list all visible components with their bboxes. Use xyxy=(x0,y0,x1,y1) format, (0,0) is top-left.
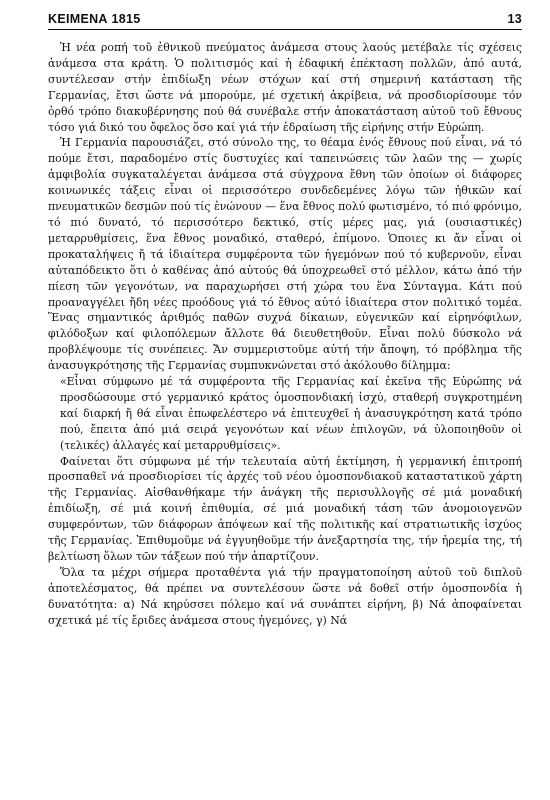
page-header xyxy=(48,0,522,30)
paragraph: Ἡ Γερμανία παρουσιάζει, στό σύνολο της, το θέαμα ἑνός ἔθνους πού εἶναι, νά τό πούμε ἔτσι, παραδομένο στίς δυστυχίες καί ταπεινώσεις τῶν λαῶν της — χωρίς ἀμφιβολία συγκαταλέγεται ἀνάμεσα στά σύγχρονα ἔθνη τῶν ὁποίων οἱ διάφορες κοινωνικές τάξεις εἶναι οἱ περισσότερο συνδεδεμένες λόγω τῶν ἠθικῶν καί πνευματικῶν δεσμῶν πού τίς ἑνώνουν — ἕνα ἔθνος πολύ φωτισμένο, τό πιό φρόνιμο, τό πιό δυνατό, τό περισσότερο δεκτικό, στίς μέρες μας, γιά (ουσιαστικές) μεταρρυθμίσεις, ἕνα ἔθνος μοναδικό, σταθερό, ἐπίμονο. Ὁποιες κι ἄν εἶναι οἱ προκαταλήψεις ἤ τά ἰδιαίτερα συμφέροντα τῶν ἡγεμόνων πού τό κυβερνοῦν, εἶναι αὐταπόδεικτο ὅτι ὁ καθένας ἀπό αὐτούς θά ὑποχρεωθεῖ στό μέλλον, κάτω ἀπό τήν πίεση τῶν γεγονότων, να παραχωρήσει στή χώρα του ἕνα Σύνταγμα. Κάτι πού προαναγγέλει ἤδη νέες προόδους γιά τό ἔθνος αὐτό ἰδιαίτερα στον πολιτικό τομέα. Ἕνας σημαντικός ἀριθμός παθῶν συχνά δίκαιων, εὐγενικῶν καί εἰρηνόφιλων, φιλόδοξων καί φιλοπόλεμων ἄλλοτε θά διευθετηθοῦν. Εἶναι πολύ δύσκολο νά προβλέψουμε τίς συνέπειες. Ἄν συμμεριστοῦμε αὐτή τήν ἄποψη, τό πρόβλημα τῆς ἀνασυγκρότησης τῆς Γερμανίας συμπυκνώνεται στό ἀκόλουθο δίλημμα: xyxy=(48,136,522,373)
block-quote: «Εἶναι σύμφωνο μέ τά συμφέροντα τῆς Γερμανίας καί ἐκεῖνα τῆς Εὐρώπης νά προσδώσουμε στό γερμανικό κράτος ὁμοσπονδιακή ἰσχύ, σταθερή συγκροτημένη καί διαρκή ἤ θά εἶναι ἐπωφελέστερο νά ἐπιτευχθεῖ ἡ ἀνασυγκρότηση κατά τρόπο πού, ἔπειτα ἀπό μιά σειρά γεγονότων καί νέων ἐπιλογῶν, νά ὑλοποιηθοῦν οἱ (τελικές) ἀλλαγές καί μεταρρυθμίσεις». xyxy=(60,375,522,452)
page-body xyxy=(48,40,522,629)
page-number: 13 xyxy=(507,12,522,26)
paragraph: Φαίνεται ὅτι σύμφωνα μέ τήν τελευταία αὐτή ἐκτίμηση, ἡ γερμανική ἐπιτροπή προσπαθεῖ νά προσδιορίσει τίς ἀρχές τοῦ νέου ὁμοσπονδιακοῦ καταστατικοῦ χάρτη τῆς Γερμανίας. Αἰσθανθήκαμε τήν ἀνάγκη τῆς περισυλλογῆς σέ μιά μοναδική ἐπιδίωξη, σέ μιά κοινή ἐπιθυμία, σέ μιά μοναδική τάση τῶν ἀνομοιογενῶν συμφερόντων, τῶν διάφορων ἀπόψεων καί τῆς πολιτικῆς καί στρατιωτικῆς ἰσχύος τῆς Γερμανίας. Ἐπιθυμοῦμε νά ἐγγυηθοῦμε τήν ἀνεξαρτησία της, τήν ἠρεμία της, τή βελτίωση ὅλων τῶν τάξεων πού τήν ἀπαρτίζουν. xyxy=(48,454,522,563)
paragraph: Ἡ νέα ροπή τοῦ ἐθνικοῦ πνεύματος ἀνάμεσα στους λαούς μετέβαλε τίς σχέσεις ἀνάμεσα στα κράτη. Ὁ πολιτισμός καί ἡ ἐδαφική ἐπέκταση πολλῶν, ἀπό αυτά, συντέλεσαν στήν ἐπιδίωξη νέων στόχων καί στή σημερινή κατάσταση τῆς Γερμανίας, ἔτσι ὥστε νά μπορούμε, μέ σχετική ἀκρίβεια, νά προσδιορίσουμε τόν ὀρθό τρόπο διακυβέρνησης πού θά συνέβαλε στήν ἀποκατάσταση αὐτοῦ τοῦ ἔθνους τόσο γιά δικό του ὄφελος ὅσο καί γιά τήν ἑδραίωση τῆς εἰρήνης στήν Εὐρώπη. xyxy=(48,41,522,134)
running-title: ΚΕΙΜΕΝΑ 1815 xyxy=(48,12,141,26)
paragraph: Ὅλα τα μέχρι σήμερα προταθέντα γιά τήν πραγματοποίηση αὐτοῦ τοῦ διπλοῦ ἀποτελέσματος, θά πρέπει να συντελέσουν ὥστε νά δοθεῖ στήν ὁμοσπονδία ἡ δυνατότητα: α) Νά κηρύσσει πόλεμο καί νά συνάπτει εἰρήνη, β) Νά ἀποφαίνεται σχετικά μέ τίς ἔριδες ἀνάμεσα στους ἡγεμόνες, γ) Νά xyxy=(48,565,522,627)
